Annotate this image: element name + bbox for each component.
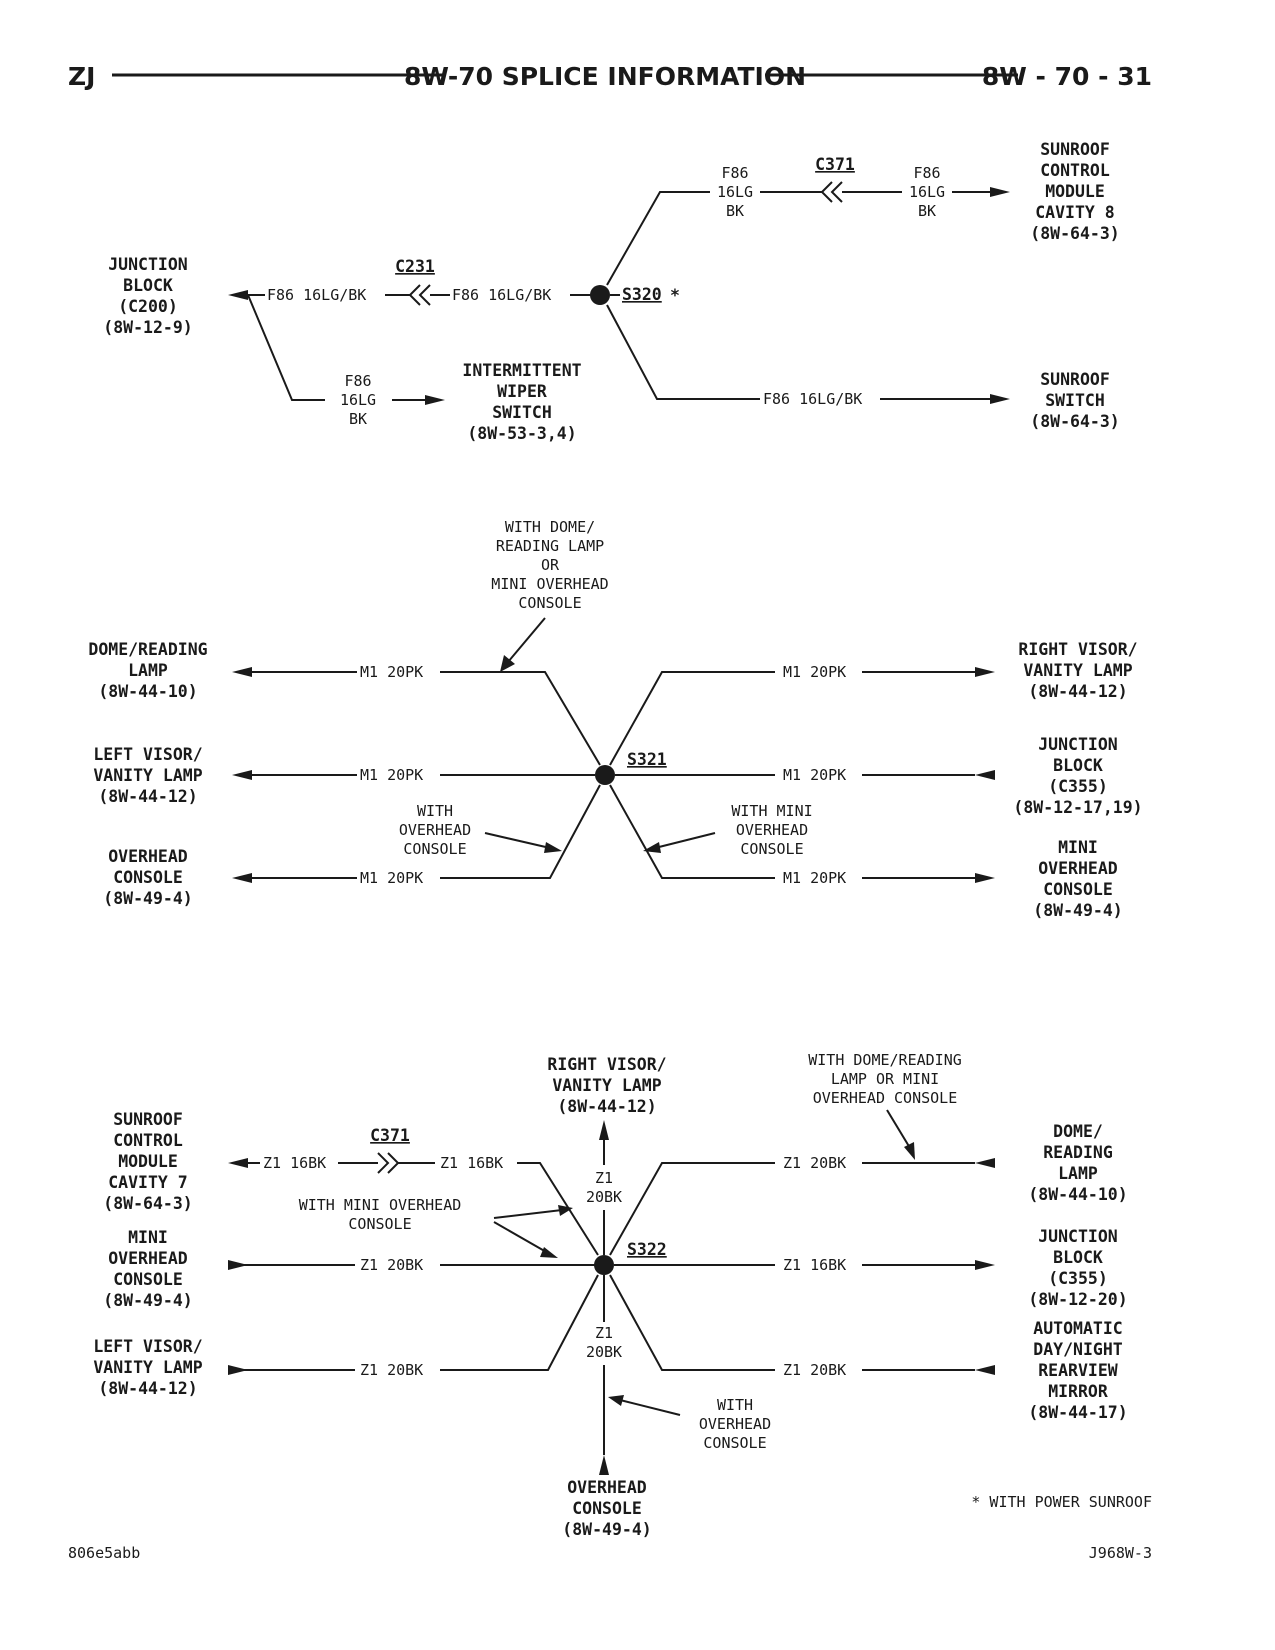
svg-text:16LG: 16LG [908, 183, 946, 201]
splice-s320-label: S320 [622, 285, 662, 304]
wire-z1-20bk-mini-overhead: Z1 20BK [360, 1256, 424, 1274]
footer-left-code: 806e5abb [68, 1544, 141, 1562]
svg-text:MINI OVERHEAD: MINI OVERHEAD [491, 575, 609, 593]
svg-text:(8W-44-10): (8W-44-10) [1028, 1185, 1128, 1204]
svg-text:F86: F86 [913, 164, 941, 182]
svg-text:(8W-49-4): (8W-49-4) [562, 1520, 652, 1539]
svg-text:LAMP: LAMP [128, 661, 168, 680]
note-with-mini-overhead-console-s322 [299, 1196, 462, 1233]
svg-text:BLOCK: BLOCK [1053, 756, 1103, 775]
svg-text:(8W-44-10): (8W-44-10) [98, 682, 198, 701]
svg-text:CONTROL: CONTROL [113, 1131, 183, 1150]
svg-text:(8W-64-3): (8W-64-3) [1030, 412, 1120, 431]
svg-text:LAMP: LAMP [1058, 1164, 1098, 1183]
svg-text:16LG: 16LG [339, 391, 377, 409]
note-with-overhead-console-s322 [699, 1396, 771, 1452]
footer-right-code: J968W-3 [1088, 1544, 1152, 1562]
wire-z1-20bk-mirror: Z1 20BK [783, 1361, 847, 1379]
mini-overhead-console-label [1033, 838, 1122, 920]
left-visor-vanity-lamp-label [93, 745, 202, 806]
header-left: ZJ [68, 62, 96, 91]
wire-m1-dome: M1 20PK [360, 663, 424, 681]
svg-text:20BK: 20BK [585, 1343, 623, 1361]
svg-text:(8W-44-12): (8W-44-12) [98, 787, 198, 806]
right-visor-vanity-lamp-label-s322 [547, 1055, 666, 1116]
header-title: 8W-70 SPLICE INFORMATION [403, 62, 807, 91]
svg-text:WITH: WITH [416, 802, 454, 820]
svg-text:F86: F86 [721, 164, 749, 182]
wire-z1-20bk-overhead [586, 1324, 622, 1361]
svg-text:LEFT VISOR/: LEFT VISOR/ [93, 1337, 203, 1356]
svg-text:VANITY LAMP: VANITY LAMP [93, 1358, 203, 1377]
wire-m1-junction-block: M1 20PK [783, 766, 847, 784]
svg-text:(8W-44-12): (8W-44-12) [1028, 682, 1128, 701]
wire-z1-20bk-dome: Z1 20BK [783, 1154, 847, 1172]
header-page-number: 8W - 70 - 31 [981, 62, 1152, 91]
note-with-overhead-console [399, 802, 471, 858]
wire-m1-left-visor: M1 20PK [360, 766, 424, 784]
svg-text:DAY/NIGHT: DAY/NIGHT [1033, 1340, 1123, 1359]
connector-c371-label-bottom: C371 [370, 1126, 410, 1145]
wire-f86-mid: F86 16LG/BK [452, 286, 552, 304]
svg-text:(8W-49-4): (8W-49-4) [103, 889, 193, 908]
svg-text:SUNROOF: SUNROOF [113, 1110, 183, 1129]
svg-text:CONSOLE: CONSOLE [1043, 880, 1113, 899]
svg-text:VANITY LAMP: VANITY LAMP [1023, 661, 1133, 680]
splice-s321-label: S321 [627, 750, 667, 769]
page-header [68, 62, 1152, 91]
svg-text:WITH MINI OVERHEAD: WITH MINI OVERHEAD [298, 1196, 462, 1214]
wire-m1-overhead: M1 20PK [360, 869, 424, 887]
wire-f86-upper-b [909, 164, 945, 220]
wire-z1-16bk-left-b: Z1 16BK [440, 1154, 504, 1172]
svg-text:SUNROOF: SUNROOF [1040, 140, 1110, 159]
svg-text:CONTROL: CONTROL [1040, 161, 1110, 180]
sunroof-control-module-cavity7-label [103, 1110, 192, 1213]
arrow-sunroof-module [990, 187, 1010, 197]
svg-text:Z1: Z1 [594, 1169, 614, 1187]
svg-text:CONSOLE: CONSOLE [703, 1434, 767, 1452]
overhead-console-label-s322 [562, 1478, 651, 1539]
splice-s320-mark: * [670, 286, 680, 305]
svg-text:MODULE: MODULE [118, 1152, 178, 1171]
svg-text:OVERHEAD: OVERHEAD [735, 821, 809, 839]
svg-text:(8W-49-4): (8W-49-4) [103, 1291, 193, 1310]
connector-c231-symbol [410, 285, 430, 305]
dome-reading-lamp-label-s322 [1028, 1122, 1127, 1204]
svg-text:CAVITY 8: CAVITY 8 [1035, 203, 1115, 222]
svg-text:SWITCH: SWITCH [1045, 391, 1105, 410]
svg-text:(8W-44-17): (8W-44-17) [1028, 1403, 1128, 1422]
svg-text:(8W-12-17,19): (8W-12-17,19) [1013, 798, 1143, 817]
svg-text:OVERHEAD: OVERHEAD [698, 1415, 772, 1433]
svg-text:MODULE: MODULE [1045, 182, 1105, 201]
svg-text:SUNROOF: SUNROOF [1040, 370, 1110, 389]
svg-text:(8W-49-4): (8W-49-4) [1033, 901, 1123, 920]
wire-m1-mini-overhead: M1 20PK [783, 869, 847, 887]
diagram-s322 [93, 1051, 1127, 1539]
svg-text:(8W-64-3): (8W-64-3) [1030, 224, 1120, 243]
svg-text:DOME/READING: DOME/READING [88, 640, 208, 659]
svg-text:CONSOLE: CONSOLE [572, 1499, 642, 1518]
svg-text:JUNCTION: JUNCTION [108, 255, 188, 274]
wire-m1-right-visor: M1 20PK [783, 663, 847, 681]
svg-text:WITH DOME/: WITH DOME/ [504, 518, 596, 536]
sunroof-control-module-cavity8-label [1030, 140, 1119, 243]
svg-text:(C355): (C355) [1048, 777, 1108, 796]
svg-text:CAVITY 7: CAVITY 7 [108, 1173, 188, 1192]
overhead-console-label [103, 847, 192, 908]
wire-z1-16bk-junction: Z1 16BK [783, 1256, 847, 1274]
right-visor-vanity-lamp-label [1018, 640, 1137, 701]
connector-c371-symbol-top [822, 182, 842, 202]
svg-text:OVERHEAD: OVERHEAD [108, 1249, 188, 1268]
splice-s321-dot [595, 765, 615, 785]
wire-f86-left: F86 16LG/BK [267, 286, 367, 304]
svg-text:BK: BK [917, 202, 937, 220]
svg-text:JUNCTION: JUNCTION [1038, 1227, 1118, 1246]
svg-text:BK: BK [348, 410, 368, 428]
wire-f86-lower-right: F86 16LG/BK [763, 390, 863, 408]
svg-text:CONSOLE: CONSOLE [403, 840, 467, 858]
junction-block-c355-label [1013, 735, 1142, 817]
svg-text:MIRROR: MIRROR [1048, 1382, 1108, 1401]
junction-block-c200-label [103, 255, 192, 337]
diagram-s320 [103, 140, 1119, 443]
svg-text:(8W-64-3): (8W-64-3) [103, 1194, 193, 1213]
svg-text:RIGHT VISOR/: RIGHT VISOR/ [1018, 640, 1138, 659]
wire-f86-upper-a [717, 164, 753, 220]
svg-text:SWITCH: SWITCH [492, 403, 552, 422]
automatic-day-night-mirror-label [1028, 1319, 1127, 1422]
arrow-sunroof-switch [990, 394, 1010, 404]
svg-text:VANITY LAMP: VANITY LAMP [552, 1076, 662, 1095]
wire-z1-16bk-left-a: Z1 16BK [263, 1154, 327, 1172]
wire-f86-lower-left [340, 372, 376, 428]
note-with-dome-reading-lamp [491, 518, 608, 612]
svg-text:LAMP OR MINI: LAMP OR MINI [830, 1070, 940, 1088]
wire-z1-20bk-left-visor: Z1 20BK [360, 1361, 424, 1379]
svg-text:OVERHEAD: OVERHEAD [108, 847, 188, 866]
svg-text:(8W-44-12): (8W-44-12) [98, 1379, 198, 1398]
svg-text:AUTOMATIC: AUTOMATIC [1033, 1319, 1123, 1338]
svg-text:READING LAMP: READING LAMP [495, 537, 605, 555]
svg-text:READING: READING [1043, 1143, 1113, 1162]
connector-c371-label-top: C371 [815, 155, 855, 174]
svg-text:CONSOLE: CONSOLE [518, 594, 582, 612]
connector-c371-symbol-bottom [378, 1153, 398, 1173]
mini-overhead-console-label-s322 [103, 1228, 192, 1310]
svg-text:(C200): (C200) [118, 297, 178, 316]
arrow-c200 [228, 290, 248, 300]
svg-text:WITH DOME/READING: WITH DOME/READING [808, 1051, 962, 1069]
svg-text:WITH MINI: WITH MINI [731, 802, 813, 820]
intermittent-wiper-switch-label [462, 361, 581, 443]
note-with-mini-overhead-console [731, 802, 812, 858]
svg-text:20BK: 20BK [585, 1188, 623, 1206]
svg-text:Z1: Z1 [594, 1324, 614, 1342]
svg-text:MINI: MINI [1058, 838, 1098, 857]
dome-reading-lamp-label [88, 640, 207, 701]
svg-text:F86: F86 [344, 372, 372, 390]
svg-text:REARVIEW: REARVIEW [1038, 1361, 1118, 1380]
svg-text:16LG: 16LG [716, 183, 754, 201]
svg-text:WIPER: WIPER [497, 382, 547, 401]
wire-z1-20bk-right-visor [586, 1169, 622, 1206]
svg-text:OVERHEAD CONSOLE: OVERHEAD CONSOLE [812, 1089, 958, 1107]
svg-text:OVERHEAD: OVERHEAD [398, 821, 472, 839]
svg-text:MINI: MINI [128, 1228, 168, 1247]
svg-text:CONSOLE: CONSOLE [348, 1215, 412, 1233]
left-visor-vanity-lamp-label-s322 [93, 1337, 202, 1398]
svg-text:VANITY LAMP: VANITY LAMP [93, 766, 203, 785]
splice-s320-dot [590, 285, 610, 305]
svg-text:DOME/: DOME/ [1053, 1122, 1103, 1141]
svg-text:(8W-12-9): (8W-12-9) [103, 318, 193, 337]
note-with-dome-reading-lamp-or-mini [808, 1051, 962, 1107]
svg-text:BLOCK: BLOCK [123, 276, 173, 295]
svg-text:BLOCK: BLOCK [1053, 1248, 1103, 1267]
connector-c231-label: C231 [395, 257, 435, 276]
svg-text:RIGHT VISOR/: RIGHT VISOR/ [547, 1055, 667, 1074]
junction-block-c355-label-s322 [1028, 1227, 1127, 1309]
svg-text:CONSOLE: CONSOLE [113, 868, 183, 887]
diagram-s321 [88, 518, 1142, 920]
svg-text:CONSOLE: CONSOLE [113, 1270, 183, 1289]
svg-text:OVERHEAD: OVERHEAD [1038, 859, 1118, 878]
svg-text:INTERMITTENT: INTERMITTENT [462, 361, 582, 380]
splice-s322-label: S322 [627, 1240, 667, 1259]
svg-text:OVERHEAD: OVERHEAD [567, 1478, 647, 1497]
svg-text:JUNCTION: JUNCTION [1038, 735, 1118, 754]
splice-s322-dot [594, 1255, 614, 1275]
svg-text:WITH: WITH [716, 1396, 754, 1414]
footnote-power-sunroof: * WITH POWER SUNROOF [971, 1493, 1152, 1511]
svg-text:(8W-53-3,4): (8W-53-3,4) [467, 424, 577, 443]
svg-text:(C355): (C355) [1048, 1269, 1108, 1288]
svg-text:LEFT VISOR/: LEFT VISOR/ [93, 745, 203, 764]
sunroof-switch-label [1030, 370, 1119, 431]
svg-text:(8W-12-20): (8W-12-20) [1028, 1290, 1128, 1309]
svg-text:BK: BK [725, 202, 745, 220]
svg-text:OR: OR [540, 556, 560, 574]
svg-text:(8W-44-12): (8W-44-12) [557, 1097, 657, 1116]
arrow-wiper-switch [425, 395, 445, 405]
svg-text:CONSOLE: CONSOLE [740, 840, 804, 858]
